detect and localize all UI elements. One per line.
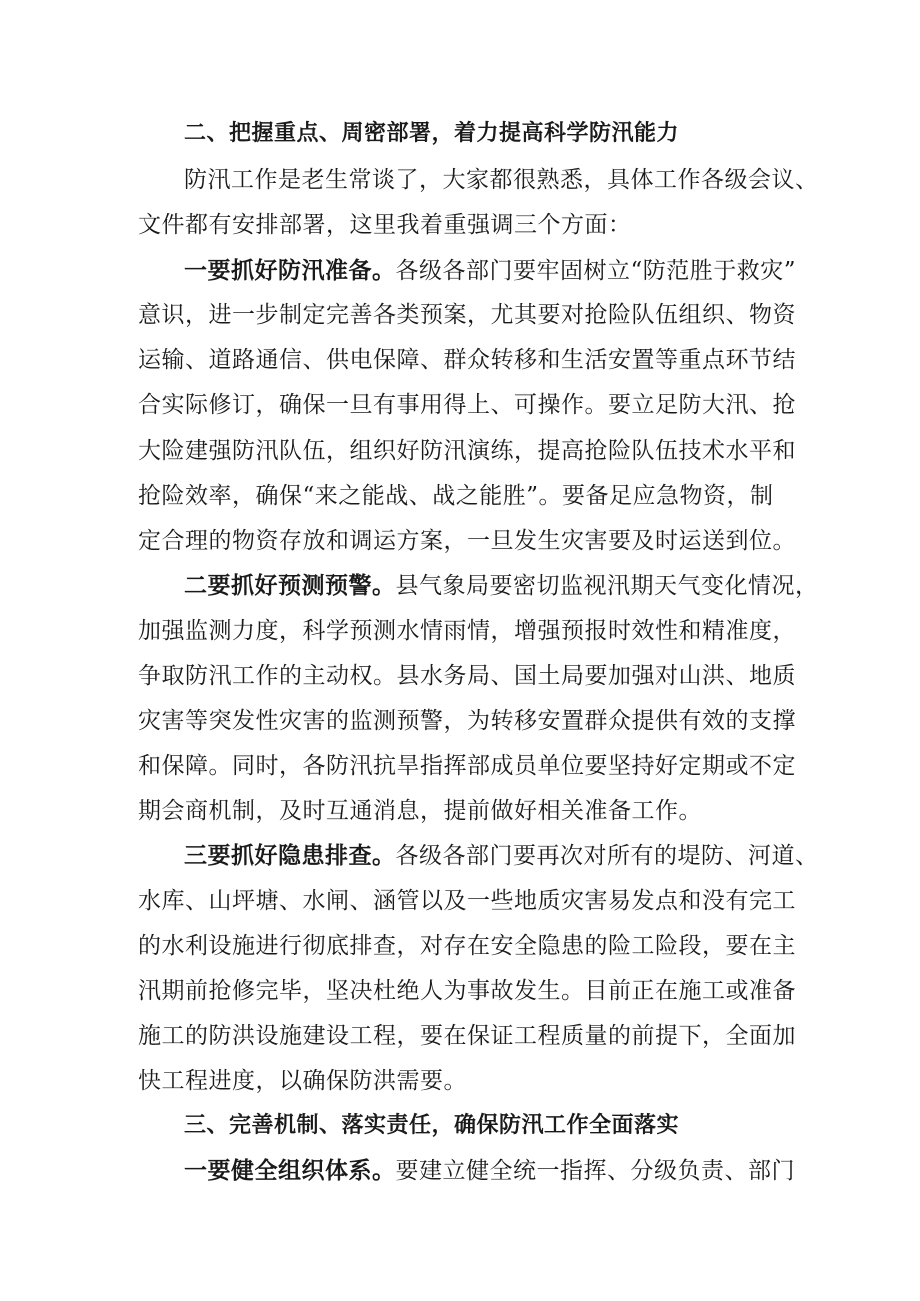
paragraph-1-lead: 一要抓好防汛准备。 bbox=[184, 258, 396, 284]
paragraph-2-line-6: 期会商机制，及时互通消息，提前做好相关准备工作。 bbox=[138, 798, 702, 824]
paragraph-3-line-6: 快工程进度，以确保防洪需要。 bbox=[138, 1068, 467, 1094]
paragraph-1-line-1 bbox=[184, 256, 798, 286]
section-heading-3: 三、完善机制、落实责任，确保防汛工作全面落实 bbox=[184, 1113, 680, 1138]
paragraph-3-line-1-text: 各级各部门要再次对所有的堤防、河道、 bbox=[395, 843, 819, 869]
paragraph-3-lead: 三要抓好隐患排查。 bbox=[184, 843, 396, 869]
paragraph-2-line-3: 争取防汛工作的主动权。县水务局、国土局要加强对山洪、地质 bbox=[138, 663, 796, 689]
paragraph-1-line-2: 意识，进一步制定完善各类预案，尤其要对抢险队伍组织、物资 bbox=[138, 302, 796, 328]
paragraph-1-line-6: 抢险效率，确保“来之能战、战之能胜”。要备足应急物资，制 bbox=[138, 483, 774, 509]
section-heading-2: 二、把握重点、周密部署，着力提高科学防汛能力 bbox=[184, 121, 680, 146]
paragraph-2-line-5: 和保障。同时，各防汛抗旱指挥部成员单位要坚持好定期或不定 bbox=[138, 753, 796, 779]
paragraph-1-line-7: 定合理的物资存放和调运方案，一旦发生灾害要及时运送到位。 bbox=[138, 528, 796, 554]
intro-line-2: 文件都有安排部署，这里我着重强调三个方面： bbox=[138, 212, 632, 238]
paragraph-3-line-3: 的水利设施进行彻底排查，对存在安全隐患的险工险段，要在主 bbox=[138, 933, 796, 959]
intro-line-1: 防汛工作是老生常谈了，大家都很熟悉，具体工作各级会议、 bbox=[184, 167, 819, 193]
paragraph-2-line-1-text: 县气象局要密切监视汛期天气变化情况， bbox=[395, 573, 819, 599]
paragraph-2-lead: 二要抓好预测预警。 bbox=[184, 573, 396, 599]
paragraph-3-line-2: 水库、山坪塘、水闸、涵管以及一些地质灾害易发点和没有完工 bbox=[138, 888, 796, 914]
paragraph-1-line-3: 运输、道路通信、供电保障、群众转移和生活安置等重点环节结 bbox=[138, 347, 796, 373]
paragraph-2-line-1 bbox=[184, 571, 819, 601]
paragraph-4-line-1 bbox=[184, 1156, 798, 1186]
paragraph-1-line-4: 合实际修订，确保一旦有事用得上、可操作。要立足防大汛、抢 bbox=[138, 392, 796, 418]
paragraph-3-line-4: 汛期前抢修完毕，坚决杜绝人为事故发生。目前正在施工或准备 bbox=[138, 978, 796, 1004]
paragraph-2-line-2: 加强监测力度，科学预测水情雨情，增强预报时效性和精准度， bbox=[138, 618, 796, 644]
paragraph-4-line-1-text: 要建立健全统一指挥、分级负责、部门 bbox=[395, 1158, 795, 1184]
paragraph-3-line-5: 施工的防洪设施建设工程，要在保证工程质量的前提下，全面加 bbox=[138, 1023, 796, 1049]
paragraph-3-line-1 bbox=[184, 841, 819, 871]
paragraph-2-line-4: 灾害等突发性灾害的监测预警，为转移安置群众提供有效的支撑 bbox=[138, 708, 796, 734]
paragraph-1-line-5: 大险建强防汛队伍，组织好防汛演练，提高抢险队伍技术水平和 bbox=[138, 438, 796, 464]
paragraph-1-line-1-text: 各级各部门要牢固树立“防范胜于救灾” bbox=[395, 258, 797, 284]
paragraph-4-lead: 一要健全组织体系。 bbox=[184, 1158, 396, 1184]
